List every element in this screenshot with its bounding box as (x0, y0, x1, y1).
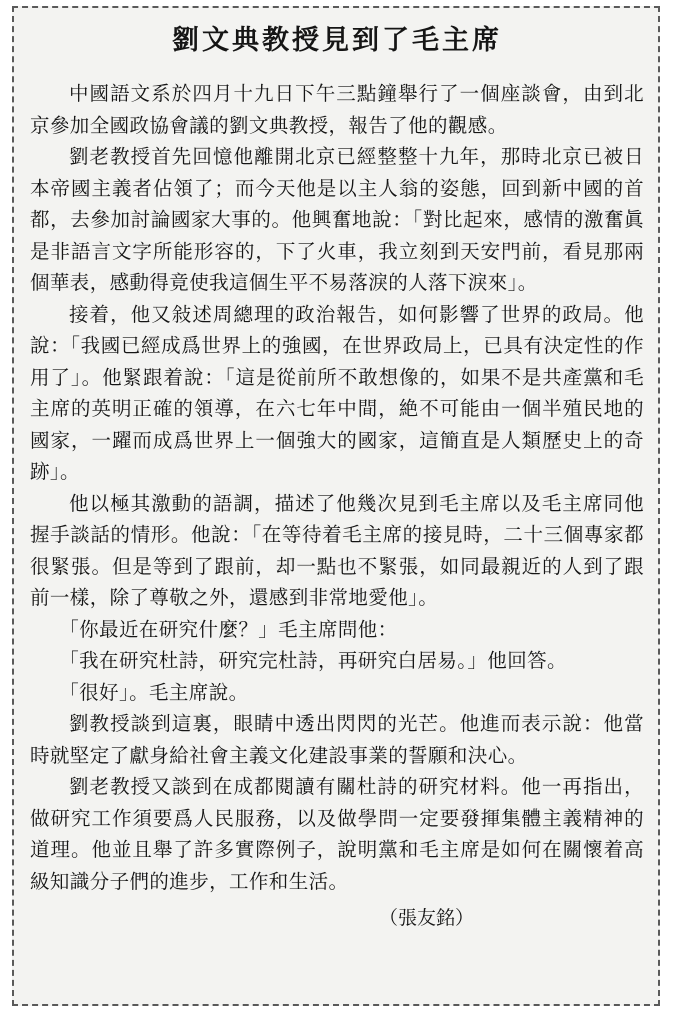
dialogue-line: 「你最近在研究什麼？」毛主席問他： (59, 617, 398, 641)
article-headline: 劉文典教授見到了毛主席 (172, 25, 502, 56)
dialogue-line: 「很好」。毛主席說。 (59, 680, 249, 704)
newspaper-clipping (12, 6, 660, 1006)
article-paragraph: 劉教授談到這裏，眼睛中透出閃閃的光芒。他進而表示說：他當時就堅定了獻身給社會主義文化建設事業的誓願和決心。 (30, 712, 644, 767)
dialogue-line: 「我在研究杜詩，研究完杜詩，再研究白居易。」他回答。 (59, 649, 567, 672)
article-paragraph: 中國語文系於四月十九日下午三點鐘舉行了一個座談會，由到北京參加全國政協會議的劉文典教授，報告了他的觀感。 (30, 82, 644, 137)
article-body (30, 78, 644, 897)
article-paragraph: 他以極其激動的語調，描述了他幾次見到毛主席以及毛主席同他握手談話的情形。他說：「在等待着毛主席的接見時，二十三個專家都很緊張。但是等到了跟前，却一點也不緊張，如同最親近的人到了跟前一樣，除了尊敬之外，還感到非常地愛他」。 (30, 491, 644, 609)
author-byline: （張友銘） (378, 907, 474, 929)
article-paragraph: 劉老教授又談到在成都閱讀有關杜詩的研究材料。他一再指出，做研究工作須要爲人民服務，以及做學問一定要發揮集體主義精神的道理。他並且舉了許多實際例子，說明黨和毛主席是如何在關懷着高級知識分子們的進步，工作和生活。 (30, 775, 644, 893)
article-paragraph: 接着，他又敍述周總理的政治報告，如何影響了世界的政局。他說：「我國已經成爲世界上的強國，在世界政局上，已具有決定性的作用了」。他緊跟着說：「這是從前所不敢想像的，如果不是共產黨和毛主席的英明正確的領導，在六七年中間，絶不可能由一個半殖民地的國家，一躍而成爲世界上一個強大的國家，這簡直是人類歷史上的奇跡」。 (30, 302, 644, 483)
article-paragraph: 劉老教授首先回憶他離開北京已經整整十九年，那時北京已被日本帝國主義者佔領了；而今天他是以主人翁的姿態，回到新中國的首都，去參加討論國家大事的。他興奮地說：「對比起來，感情的激奮眞是非語言文字所能形容的，下了火車，我立刻到天安門前，看見那兩個華表，感動得竟使我這個生平不易落淚的人落下淚來」。 (30, 145, 644, 294)
